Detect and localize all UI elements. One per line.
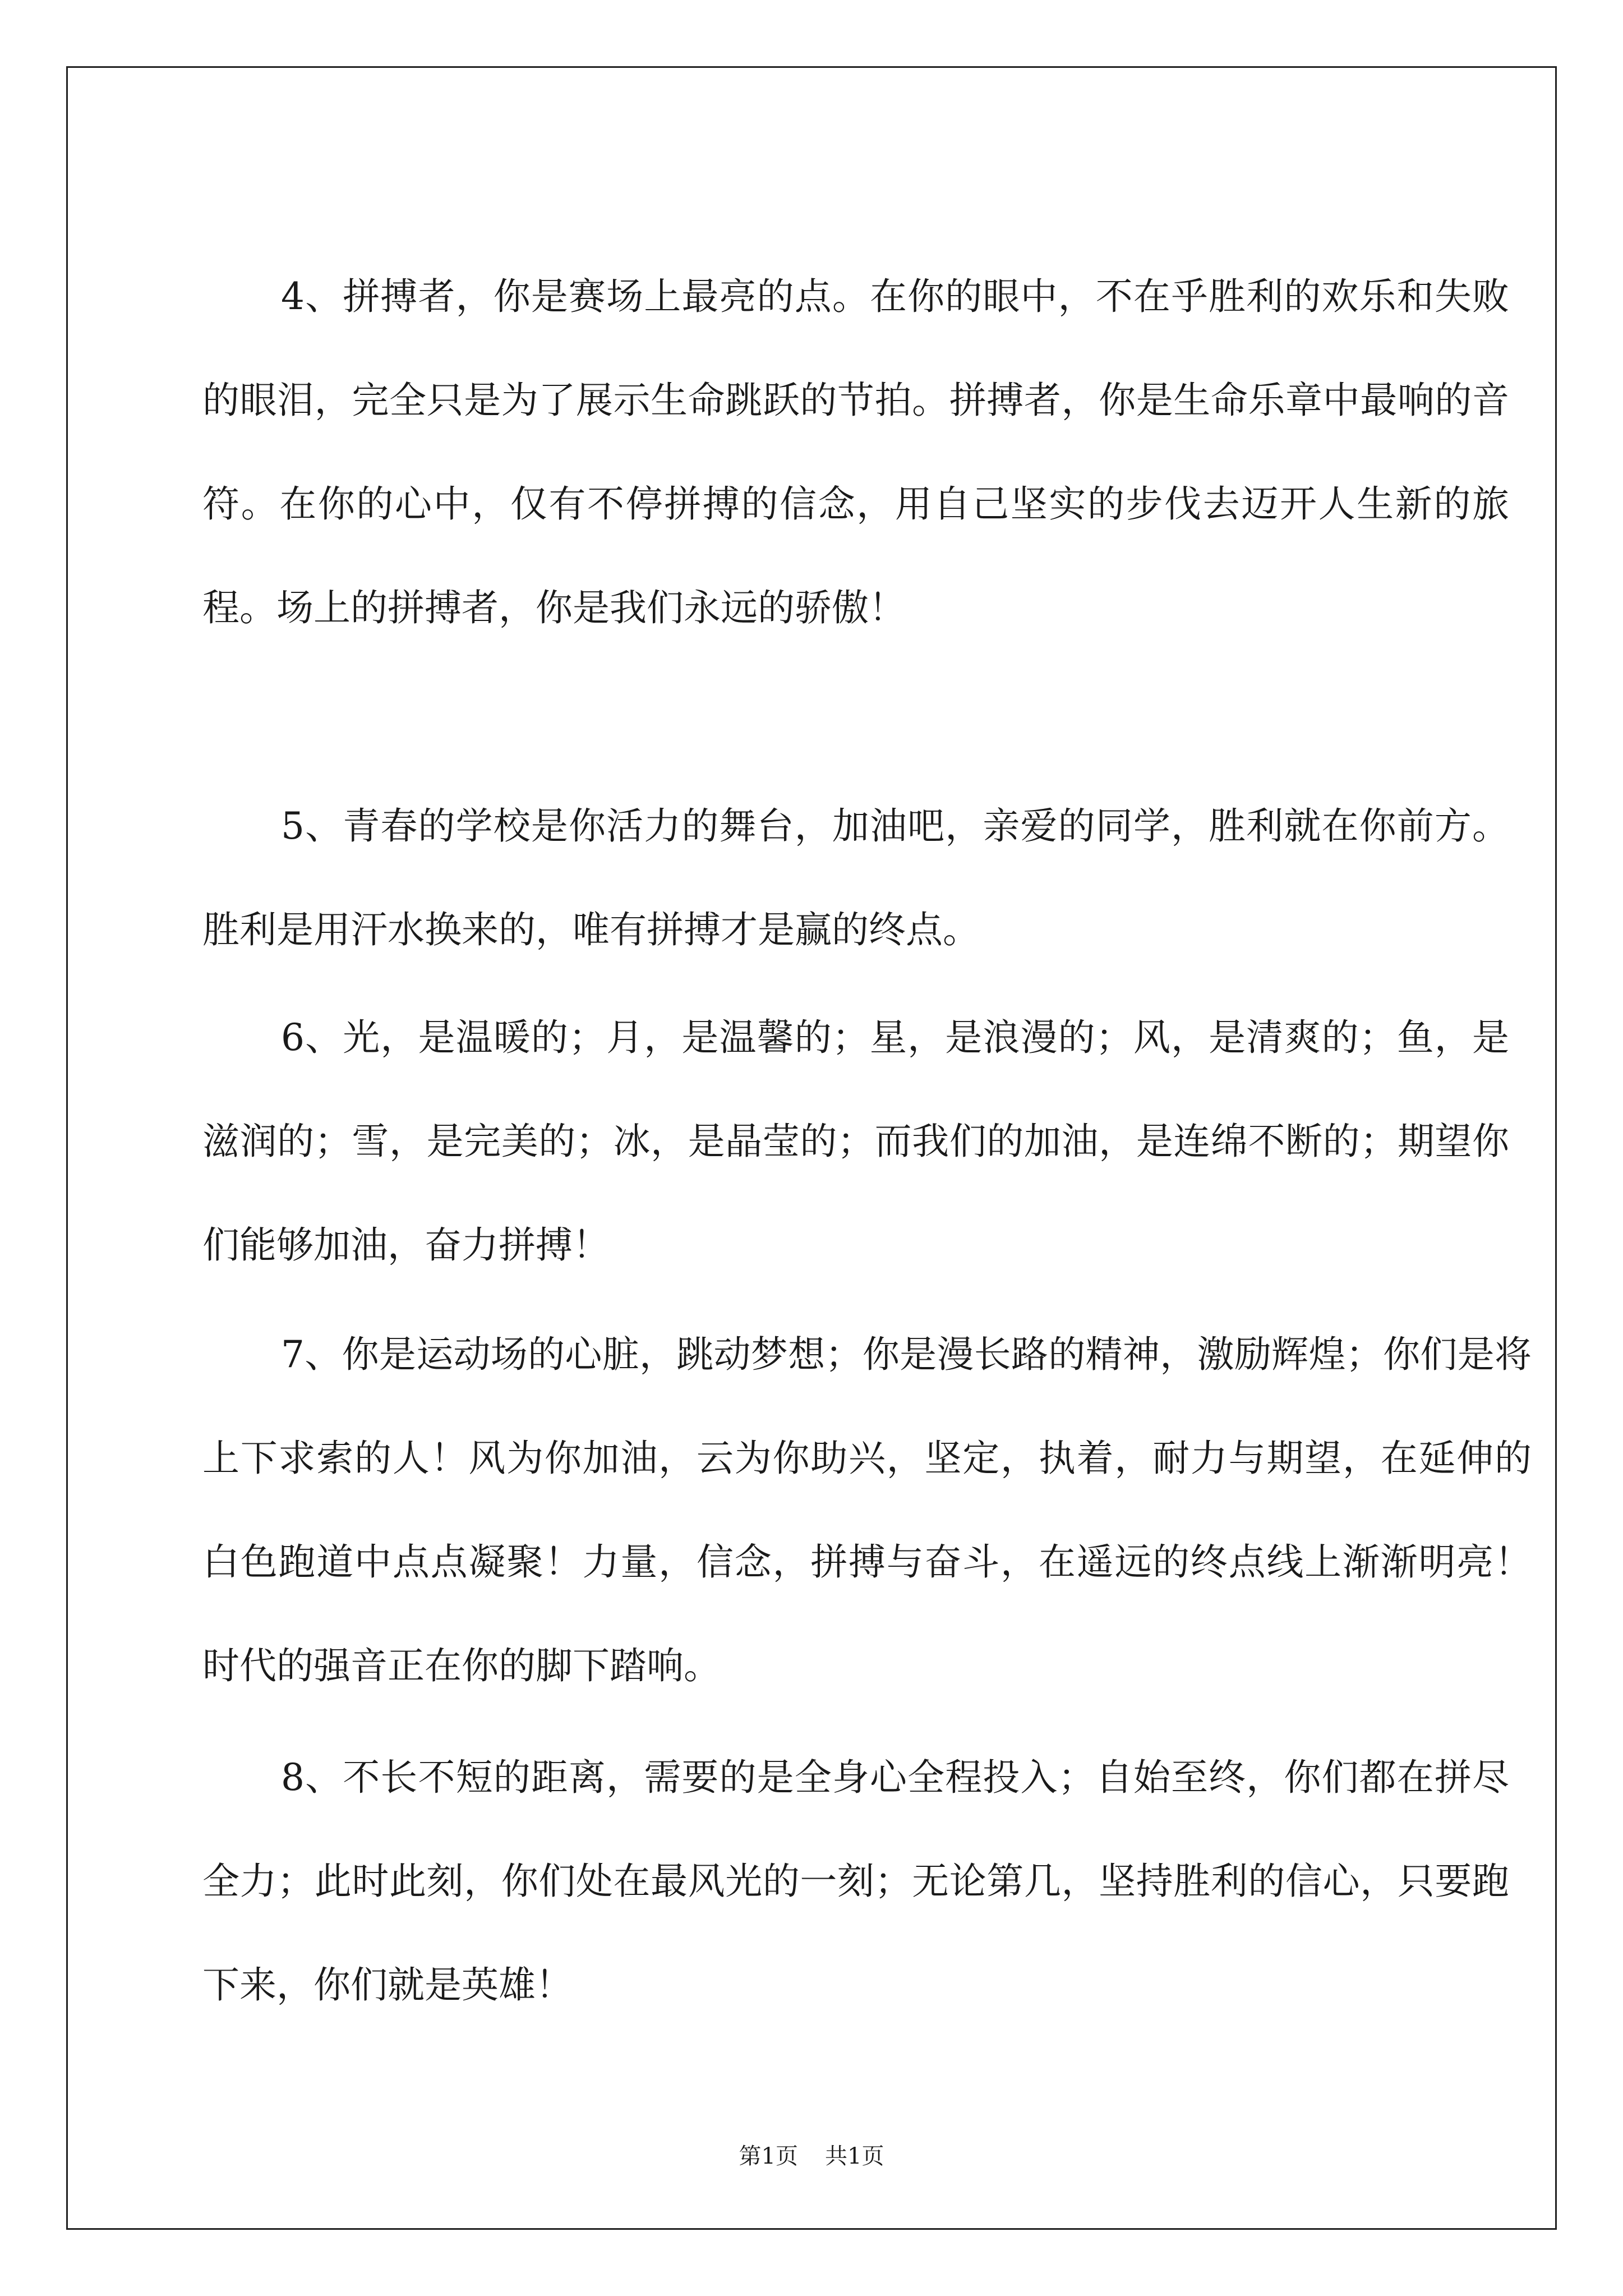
page-footer — [0, 2138, 1623, 2170]
paragraph-4: 4、拼搏者，你是赛场上最亮的点。在你的眼中，不在乎胜利的欢乐和失败的眼泪，完全只是为了展示生命跳跃的节拍。拼搏者，你是生命乐章中最响的音符。在你的心中，仅有不停拼搏的信念，用自己坚实的步伐去迈开人生新的旅程。场上的拼搏者，你是我们永远的骄傲！ — [202, 275, 1509, 629]
page-frame — [66, 66, 1557, 2230]
paragraph-6: 6、光，是温暖的；月，是温馨的；星，是浪漫的；风，是清爽的；鱼，是滋润的；雪，是完美的；冰，是晶莹的；而我们的加油，是连绵不断的；期望你们能够加油，奋力拼搏！ — [202, 1016, 1509, 1267]
paragraph-8: 8、不长不短的距离，需要的是全身心全程投入；自始至终，你们都在拼尽全力；此时此刻，你们处在最风光的一刻；无论第几，坚持胜利的信心，只要跑下来，你们就是英雄！ — [202, 1756, 1509, 2007]
paragraph-5: 5、青春的学校是你活力的舞台，加油吧，亲爱的同学，胜利就在你前方。胜利是用汗水换来的，唯有拼搏才是赢的终点。 — [202, 804, 1509, 951]
page-number-current: 第1页 — [739, 2143, 798, 2169]
page-number-total: 共1页 — [825, 2143, 884, 2169]
paragraph-7: 7、你是运动场的心脏，跳动梦想；你是漫长路的精神，激励辉煌；你们是将上下求索的人！风为你加油，云为你助兴，坚定，执着，耐力与期望，在延伸的白色跑道中点点凝聚！力量，信念，拼搏与奋斗，在遥远的终点线上渐渐明亮！时代的强音正在你的脚下踏响。 — [202, 1333, 1532, 1687]
